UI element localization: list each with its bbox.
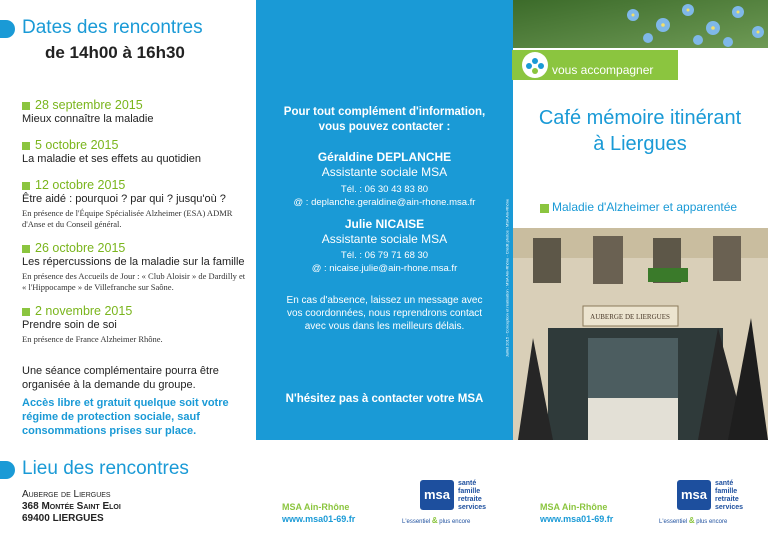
extra-session-text: Une séance complémentaire pourra être organisée à la demande du groupe.	[22, 365, 219, 391]
event-topic: Mieux connaître la maladie	[22, 113, 154, 125]
event-note: En présence de l'Équipe Spécialisée Alzheimer (ESA) ADMR d'Anse et du Conseil général.	[22, 208, 233, 229]
venue-address	[22, 489, 121, 525]
logo-word: famille	[715, 488, 738, 495]
people-icon-glyph	[522, 52, 548, 78]
venue-city: 69400 LIERGUES	[22, 513, 104, 524]
bullet-icon	[22, 142, 30, 150]
time-range: de 14h00 à 16h30	[45, 43, 185, 62]
event-topic: Être aidé : pourquoi ? par qui ? jusqu'où ?	[22, 193, 226, 205]
tagline-part: plus encore	[439, 519, 471, 525]
absence-text: En cas d'absence, laissez un message avec vos coordonnées, nous reprendrons contact avec vous dans les meilleurs délais.	[286, 295, 483, 332]
tagline-part: L'essentiel	[659, 519, 688, 525]
event-date: 28 septembre 2015	[35, 98, 143, 112]
cta-text: N'hésitez pas à contacter votre MSA	[285, 393, 484, 405]
contact2-name: Julie NICAISE	[344, 217, 425, 231]
contact2-email[interactable]: @ : nicaise.julie@ain-rhone.msa.fr	[311, 263, 458, 274]
main-title-line2: à Liergues	[593, 133, 687, 155]
event-date: 2 novembre 2015	[35, 304, 133, 318]
event-date: 26 octobre 2015	[35, 241, 126, 255]
bullet-icon	[22, 102, 30, 110]
people-icon	[522, 52, 548, 78]
event-date: 5 octobre 2015	[35, 138, 119, 152]
event-topic: Prendre soin de soi	[22, 319, 117, 331]
sign-text: AUBERGE DE LIERGUES	[590, 313, 670, 321]
main-title-line1: Café mémoire itinérant	[538, 107, 742, 129]
msa-logo-words-2	[715, 480, 743, 512]
tagline-part: plus encore	[696, 519, 728, 525]
event-date: 12 octobre 2015	[35, 178, 126, 192]
msa-url-2[interactable]: www.msa01-69.fr	[540, 514, 614, 524]
msa-logo-words-1	[458, 480, 486, 512]
contact2-role: Assistante sociale MSA	[321, 232, 448, 246]
logo-word: services	[715, 504, 744, 511]
contact1-email[interactable]: @ : deplanche.geraldine@ain-rhone.msa.fr	[293, 197, 476, 208]
contact1-tel: Tél. : 06 30 43 83 80	[340, 184, 429, 195]
logo-word: retraite	[715, 496, 739, 503]
event-topic: La maladie et ses effets au quotidien	[22, 153, 201, 165]
event-note: En présence de France Alzheimer Rhône.	[22, 334, 163, 344]
msa-logo-1: msa	[420, 480, 454, 510]
logo-word: famille	[458, 488, 481, 495]
dates-title: Dates des rencontres	[22, 17, 203, 38]
contact1-role: Assistante sociale MSA	[321, 165, 448, 179]
logo-word: services	[458, 504, 487, 511]
subtitle: Maladie d'Alzheimer et apparentée	[552, 200, 738, 214]
auberge-photo	[513, 228, 768, 440]
event-note: En présence des Accueils de Jour : « Club Aloisir » de Dardilly et « l'Hippocampe » de Villefranche sur Saône.	[22, 271, 246, 292]
msa-tagline-2	[659, 516, 727, 525]
photo-credit: Juillet 2015 - Conception et réalisation : MSA Ain-Rhône - Crédit photos : MSA Ain-Rhône	[504, 198, 510, 358]
contact2-tel: Tél. : 06 79 71 68 30	[340, 250, 429, 261]
msa-tagline-1	[402, 516, 470, 525]
ampersand-icon: &	[431, 516, 438, 525]
ampersand-icon: &	[688, 516, 695, 525]
subtitle-bullet-icon	[540, 204, 549, 213]
title-marker	[0, 20, 15, 38]
venue-name: Auberge de Liergues	[22, 489, 111, 500]
logo-word: santé	[458, 480, 477, 487]
free-access-text: Accès libre et gratuit quelque soit votre régime de protection sociale, sauf consommations prises sur place.	[22, 397, 229, 437]
bullet-icon	[22, 308, 30, 316]
msa-url-1[interactable]: www.msa01-69.fr	[282, 514, 356, 524]
venue-street: 368 Montée Saint Eloi	[22, 501, 121, 512]
venue-title: Lieu des rencontres	[22, 458, 189, 479]
bullet-icon	[22, 182, 30, 190]
event-topic: Les répercussions de la maladie sur la famille	[22, 256, 245, 268]
bullet-icon	[22, 245, 30, 253]
msa-name-2: MSA Ain-Rhône	[540, 502, 608, 512]
contact1-name: Géraldine DEPLANCHE	[317, 150, 452, 164]
vous-badge-label: vous accompagner	[552, 63, 654, 77]
msa-name-1: MSA Ain-Rhône	[282, 502, 350, 512]
logo-word: retraite	[458, 496, 482, 503]
venue-marker	[0, 461, 15, 479]
msa-logo-2: msa	[677, 480, 711, 510]
logo-word: santé	[715, 480, 734, 487]
tagline-part: L'essentiel	[402, 519, 431, 525]
flowers-photo	[513, 0, 768, 48]
contact-intro: Pour tout complément d'information, vous pouvez contacter :	[283, 106, 486, 133]
